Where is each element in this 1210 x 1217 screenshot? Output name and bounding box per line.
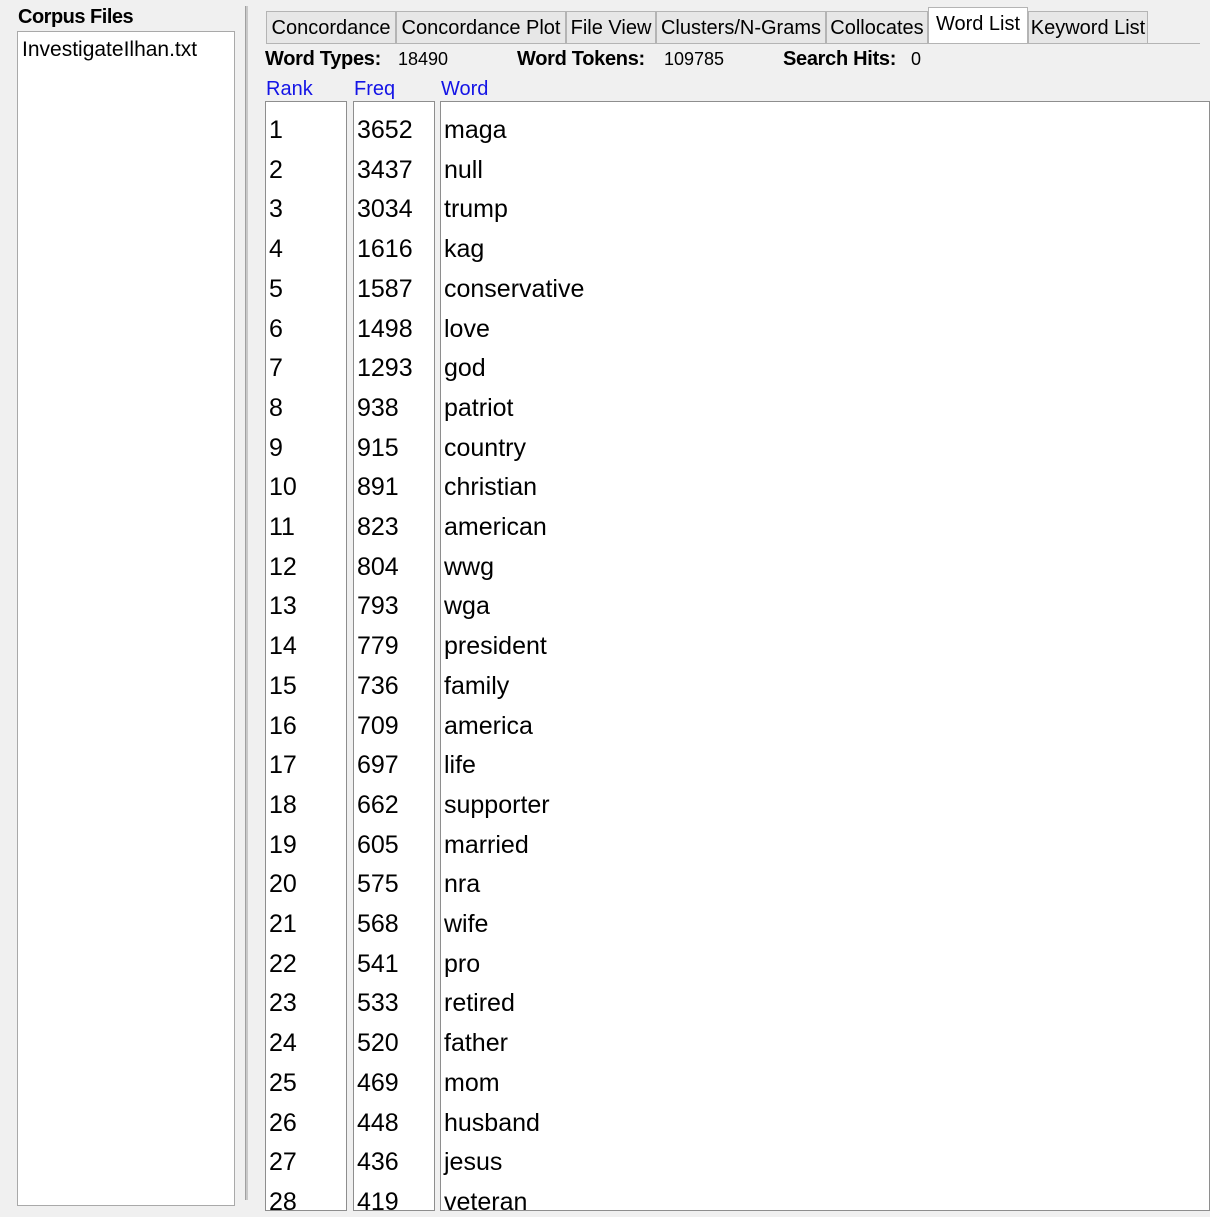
word-tokens-label: Word Tokens: <box>517 48 645 70</box>
rank-column-header[interactable]: Rank <box>266 78 313 100</box>
word-cell[interactable]: kag <box>444 235 485 264</box>
rank-cell[interactable]: 15 <box>269 671 297 700</box>
rank-cell[interactable]: 21 <box>269 910 297 938</box>
freq-cell[interactable]: 520 <box>357 1029 399 1058</box>
word-cell[interactable]: christian <box>444 473 538 502</box>
word-cell[interactable]: married <box>444 830 529 859</box>
word-cell[interactable]: wga <box>444 592 490 621</box>
freq-cell[interactable]: 697 <box>357 751 399 780</box>
rank-cell[interactable]: 17 <box>269 751 297 780</box>
tab-clusters-ngrams[interactable]: Clusters/N-Grams <box>656 11 826 43</box>
word-cell[interactable]: pro <box>444 949 481 978</box>
rank-cell[interactable]: 14 <box>269 632 297 661</box>
tab-concordance-plot[interactable]: Concordance Plot <box>396 11 566 43</box>
word-cell[interactable]: mom <box>444 1068 500 1097</box>
tab-collocates[interactable]: Collocates <box>826 11 928 43</box>
freq-cell[interactable]: 533 <box>357 989 399 1018</box>
word-cell[interactable]: patriot <box>444 393 514 422</box>
rank-cell[interactable]: 3 <box>269 195 283 224</box>
rank-cell[interactable]: 10 <box>269 473 297 502</box>
word-column[interactable] <box>440 101 1210 1216</box>
freq-cell[interactable]: 469 <box>357 1068 399 1097</box>
word-cell[interactable]: husband <box>444 1108 540 1137</box>
rank-cell[interactable]: 18 <box>269 790 297 819</box>
tab-keyword-list[interactable]: Keyword List <box>1028 11 1148 43</box>
word-cell[interactable]: family <box>444 671 510 700</box>
freq-cell[interactable]: 1587 <box>357 274 413 303</box>
search-hits-label: Search Hits: <box>783 48 897 70</box>
word-types-label: Word Types: <box>265 48 381 70</box>
word-cell[interactable]: nra <box>444 870 481 899</box>
word-cell[interactable]: america <box>444 711 533 740</box>
freq-cell[interactable]: 3652 <box>357 116 413 144</box>
word-tokens-value: 109785 <box>664 49 725 69</box>
rank-column[interactable] <box>265 101 347 1216</box>
freq-cell[interactable]: 823 <box>357 513 399 541</box>
freq-cell[interactable]: 662 <box>357 790 399 819</box>
rank-cell[interactable]: 11 <box>269 513 295 541</box>
freq-cell[interactable]: 448 <box>357 1108 399 1137</box>
rank-cell[interactable]: 13 <box>269 592 297 621</box>
freq-cell[interactable]: 736 <box>357 671 399 700</box>
rank-cell[interactable]: 2 <box>269 155 283 184</box>
word-cell[interactable]: life <box>444 751 476 780</box>
word-column-header[interactable]: Word <box>441 78 489 100</box>
freq-cell[interactable]: 436 <box>357 1148 399 1177</box>
rank-cell[interactable]: 5 <box>269 274 283 303</box>
word-cell[interactable]: veteran <box>444 1187 528 1216</box>
tab-word-list[interactable]: Word List <box>928 7 1028 43</box>
word-cell[interactable]: retired <box>444 989 515 1018</box>
word-cell[interactable]: conservative <box>444 274 585 303</box>
word-cell[interactable]: country <box>444 433 526 462</box>
rank-cell[interactable]: 24 <box>269 1029 297 1058</box>
freq-cell[interactable]: 891 <box>357 473 399 502</box>
word-types-value: 18490 <box>398 49 449 69</box>
freq-cell[interactable]: 568 <box>357 910 399 938</box>
rank-cell[interactable]: 7 <box>269 354 283 383</box>
rank-cell[interactable]: 12 <box>269 552 297 581</box>
freq-cell[interactable]: 419 <box>357 1187 399 1216</box>
corpus-file-list[interactable] <box>17 31 235 1206</box>
word-cell[interactable]: null <box>444 155 483 184</box>
rank-cell[interactable]: 1 <box>269 116 283 144</box>
rank-cell[interactable]: 25 <box>269 1068 297 1097</box>
freq-cell[interactable]: 541 <box>357 949 399 978</box>
word-cell[interactable]: god <box>444 354 486 383</box>
freq-cell[interactable]: 1498 <box>357 314 413 343</box>
rank-cell[interactable]: 26 <box>269 1108 297 1137</box>
corpus-files-heading: Corpus Files <box>18 6 134 28</box>
rank-cell[interactable]: 22 <box>269 949 297 978</box>
freq-column[interactable] <box>353 101 435 1216</box>
rank-cell[interactable]: 27 <box>269 1148 297 1177</box>
rank-cell[interactable]: 28 <box>269 1187 297 1216</box>
word-cell[interactable]: jesus <box>444 1148 503 1177</box>
rank-cell[interactable]: 8 <box>269 393 283 422</box>
freq-cell[interactable]: 1616 <box>357 235 413 264</box>
rank-cell[interactable]: 20 <box>269 870 297 899</box>
word-cell[interactable]: american <box>444 513 547 541</box>
rank-cell[interactable]: 9 <box>269 433 283 462</box>
word-cell[interactable]: wwg <box>444 552 495 581</box>
rank-cell[interactable]: 19 <box>269 830 297 859</box>
tab-concordance[interactable]: Concordance <box>266 11 396 43</box>
freq-cell[interactable]: 793 <box>357 592 399 621</box>
rank-cell[interactable]: 16 <box>269 711 297 740</box>
freq-cell[interactable]: 804 <box>357 552 399 581</box>
word-cell[interactable]: president <box>444 632 547 661</box>
freq-cell[interactable]: 1293 <box>357 354 413 383</box>
word-cell[interactable]: love <box>444 314 490 343</box>
word-cell[interactable]: trump <box>444 195 508 224</box>
freq-cell[interactable]: 938 <box>357 393 399 422</box>
panel-splitter[interactable] <box>245 6 248 1200</box>
corpus-file-item[interactable]: InvestigateIlhan.txt <box>22 38 198 61</box>
word-cell[interactable]: maga <box>444 116 507 144</box>
freq-cell[interactable]: 3437 <box>357 155 413 184</box>
freq-cell[interactable]: 779 <box>357 632 399 661</box>
rank-cell[interactable]: 6 <box>269 314 283 343</box>
rank-cell[interactable]: 4 <box>269 235 283 264</box>
freq-cell[interactable]: 915 <box>357 433 399 462</box>
tool-tab-bar <box>266 9 1200 45</box>
freq-cell[interactable]: 709 <box>357 711 399 740</box>
freq-column-header[interactable]: Freq <box>354 78 396 100</box>
word-cell[interactable]: wife <box>444 910 489 938</box>
search-hits-value: 0 <box>911 49 922 69</box>
tab-file-view[interactable]: File View <box>566 11 656 43</box>
word-cell[interactable]: father <box>444 1029 508 1058</box>
freq-cell[interactable]: 575 <box>357 870 399 899</box>
word-cell[interactable]: supporter <box>444 790 550 819</box>
freq-cell[interactable]: 3034 <box>357 195 413 224</box>
freq-cell[interactable]: 605 <box>357 830 399 859</box>
tab-divider <box>266 43 1200 44</box>
rank-cell[interactable]: 23 <box>269 989 297 1018</box>
